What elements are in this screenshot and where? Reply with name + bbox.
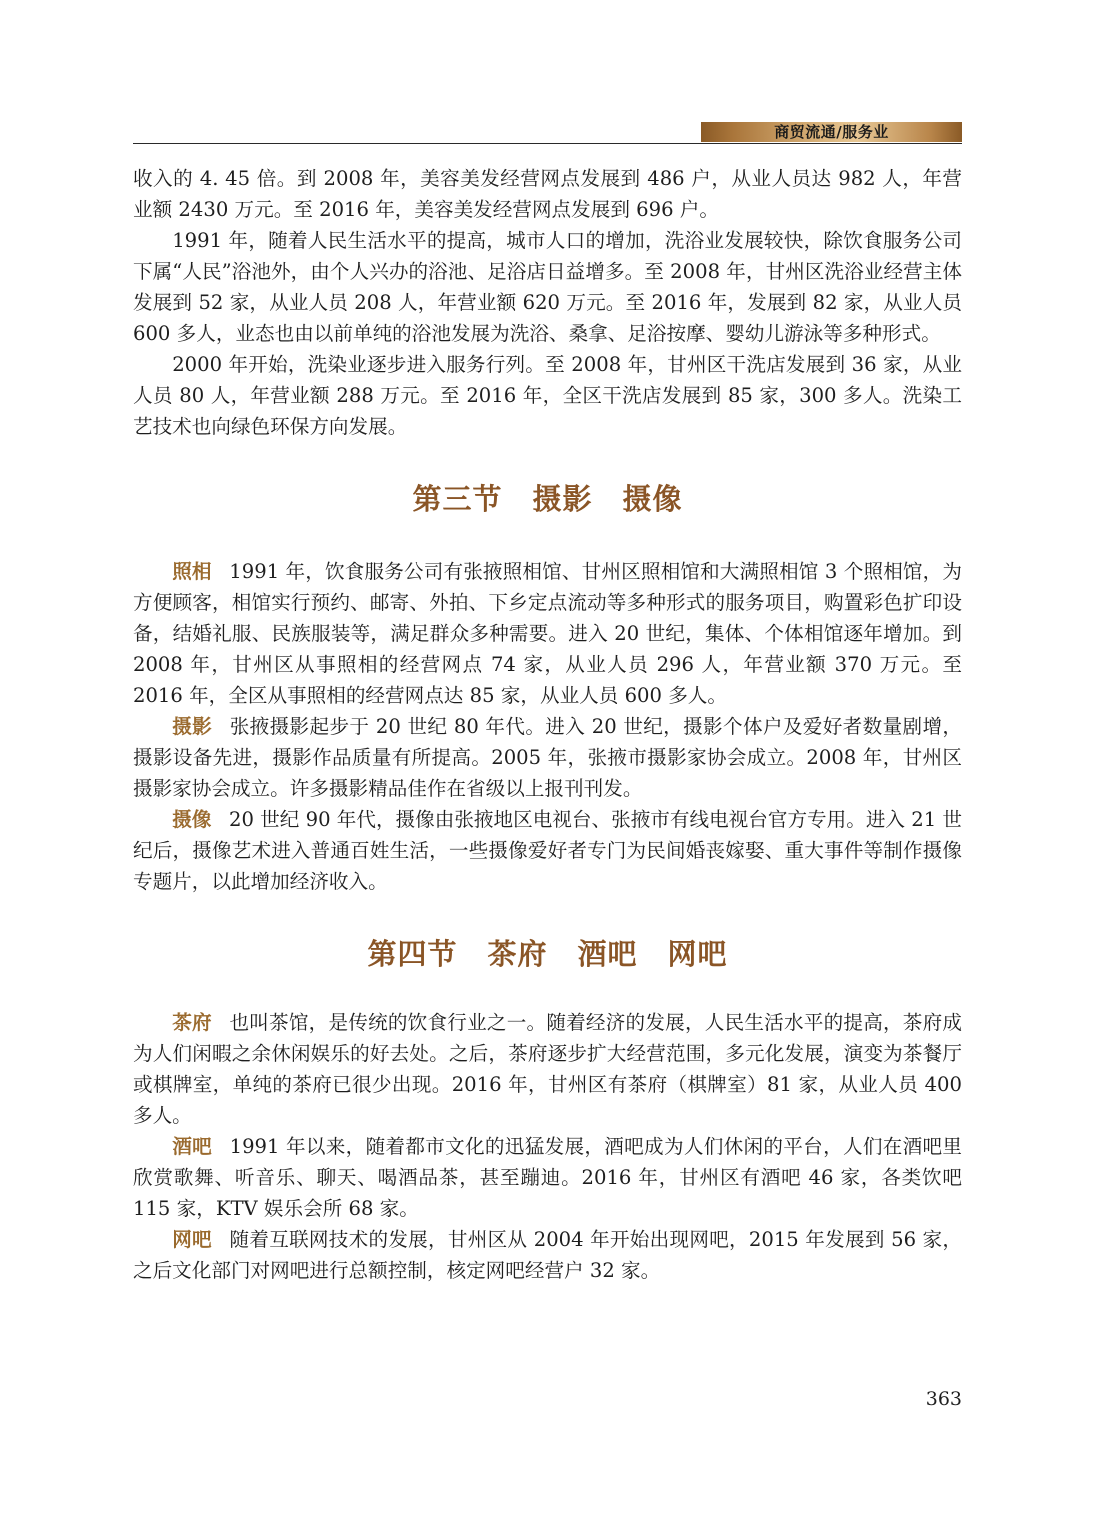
- section-heading-number: 第三节: [412, 482, 503, 516]
- entry-term: 照相: [172, 560, 212, 583]
- section-heading-number: 第四节: [367, 937, 458, 971]
- section-heading-topic: 摄像: [622, 482, 683, 516]
- paragraph: 2000 年开始，洗染业逐步进入服务行列。至 2008 年，甘州区干洗店发展到 36 家，从业人员 80 人，年营业额 288 万元。至 2016 年，全区干洗店发展到 85 家，300 多人。洗染工艺技术也向绿色环保方向发展。: [133, 353, 962, 438]
- header-rule: [133, 143, 962, 144]
- entry-paragraph: [133, 711, 962, 804]
- section-heading-topic: 网吧: [667, 937, 728, 971]
- entry-term: 摄影: [172, 715, 213, 738]
- entry-term: 酒吧: [172, 1135, 212, 1158]
- entry-paragraph: [133, 1131, 962, 1224]
- entry-text: 也叫茶馆，是传统的饮食行业之一。随着经济的发展，人民生活水平的提高，茶府成为人们闲暇之余休闲娱乐的好去处。之后，茶府逐步扩大经营范围，多元化发展，演变为茶餐厅或棋牌室，单纯的茶府已很少出现。2016 年，甘州区有茶府（棋牌室）81 家，从业人员 400 多人。: [133, 1011, 963, 1127]
- section-heading-topic: 酒吧: [577, 937, 638, 971]
- entry-paragraph: [133, 556, 962, 711]
- entry-term: 网吧: [172, 1228, 212, 1251]
- header-section-bar: [701, 122, 962, 142]
- page-number: 363: [925, 1388, 962, 1410]
- page-body: [133, 163, 962, 1286]
- entry-text: 1991 年以来，随着都市文化的迅猛发展，酒吧成为人们休闲的平台，人们在酒吧里欣赏歌舞、听音乐、聊天、喝酒品茶，甚至蹦迪。2016 年，甘州区有酒吧 46 家，各类饮吧 115 家，KTV 娱乐会所 68 家。: [133, 1135, 963, 1220]
- entry-term: 茶府: [172, 1011, 212, 1034]
- header-section-label: 商贸流通/服务业: [774, 123, 889, 141]
- running-header: [133, 118, 962, 144]
- section-heading: [133, 901, 962, 1007]
- entry-paragraph: [133, 804, 962, 897]
- section-heading: [133, 442, 962, 556]
- entry-text: 20 世纪 90 年代，摄像由张掖地区电视台、张掖市有线电视台官方专用。进入 21 世纪后，摄像艺术进入普通百姓生活，一些摄像爱好者专门为民间婚丧嫁娶、重大事件等制作摄像专题片，以此增加经济收入。: [133, 808, 963, 893]
- entry-term: 摄像: [172, 808, 212, 831]
- paragraph: 1991 年，随着人民生活水平的提高，城市人口的增加，洗浴业发展较快，除饮食服务公司下属“人民”浴池外，由个人兴办的浴池、足浴店日益增多。至 2008 年，甘州区洗浴业经营主体发展到 52 家，从业人员 208 人，年营业额 620 万元。至 2016 年，发展到 82 家，从业人员 600 多人，业态也由以前单纯的浴池发展为洗浴、桑拿、足浴按摩、婴幼儿游泳等多种形式。: [133, 229, 962, 345]
- section-heading-topic: 茶府: [487, 937, 548, 971]
- section-heading-topic: 摄影: [532, 482, 593, 516]
- entry-text: 张掖摄影起步于 20 世纪 80 年代。进入 20 世纪，摄影个体户及爱好者数量剧增，摄影设备先进，摄影作品质量有所提高。2005 年，张掖市摄影家协会成立。2008 年，甘州区摄影家协会成立。许多摄影精品佳作在省级以上报刊刊发。: [133, 715, 963, 800]
- paragraph: 收入的 4. 45 倍。到 2008 年，美容美发经营网点发展到 486 户，从业人员达 982 人，年营业额 2430 万元。至 2016 年，美容美发经营网点发展到 696 户。: [133, 167, 962, 221]
- entry-paragraph: [133, 1224, 962, 1286]
- entry-text: 随着互联网技术的发展，甘州区从 2004 年开始出现网吧，2015 年发展到 56 家，之后文化部门对网吧进行总额控制，核定网吧经营户 32 家。: [133, 1228, 962, 1282]
- entry-text: 1991 年，饮食服务公司有张掖照相馆、甘州区照相馆和大满照相馆 3 个照相馆，为方便顾客，相馆实行预约、邮寄、外拍、下乡定点流动等多种形式的服务项目，购置彩色扩印设备，结婚礼服、民族服装等，满足群众多种需要。进入 20 世纪，集体、个体相馆逐年增加。到 2008 年，甘州区从事照相的经营网点 74 家，从业人员 296 人，年营业额 370 万元。至 2016 年，全区从事照相的经营网点达 85 家，从业人员 600 多人。: [133, 560, 963, 707]
- entry-paragraph: [133, 1007, 962, 1131]
